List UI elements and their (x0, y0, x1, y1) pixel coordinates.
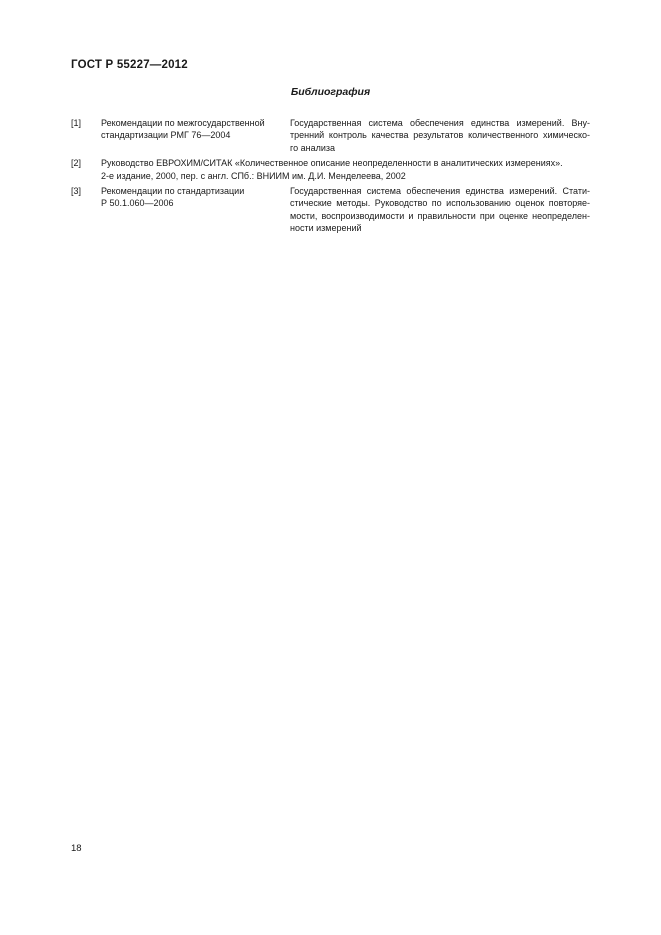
entry-line: стандартизации РМГ 76—2004 (101, 130, 231, 141)
entry-reference-title (101, 117, 290, 142)
entry-line: ности измерений (290, 223, 362, 234)
entry-marker: [3] (71, 186, 82, 197)
entry-line: мости, воспроизводимости и правильности при оценке неопределен- (290, 210, 590, 221)
entry-line: Р 50.1.060—2006 (101, 198, 174, 209)
page-number: 18 (71, 843, 82, 854)
page-title: Библиография (290, 86, 371, 98)
bibliography-list (71, 117, 590, 238)
entry-reference-title (101, 185, 290, 210)
entry-line: 2-е издание, 2000, пер. с англ. СПб.: ВНИИМ им. Д.И. Менделеева, 2002 (101, 170, 406, 181)
bibliography-entry (71, 185, 590, 235)
entry-reference-description (290, 185, 590, 235)
bibliography-entry (71, 157, 590, 182)
entry-reference-description (71, 157, 590, 182)
entry-marker: [2] (71, 158, 82, 169)
entry-line: Руководство ЕВРОХИМ/СИТАК «Количественное описание неопределенности в аналитических измерениях». (101, 158, 563, 169)
entry-line: Государственная система обеспечения единства измерений. Стати- (290, 186, 590, 197)
entry-line: Рекомендации по межгосударственной (101, 118, 265, 128)
entry-columns (71, 117, 590, 154)
bibliography-entry (71, 117, 590, 154)
entry-marker: [1] (71, 118, 82, 128)
entry-line: тренний контроль качества результатов количественного химическо- (290, 130, 590, 141)
entry-line: Государственная система обеспечения единства измерений. Вну- (290, 118, 590, 128)
entry-columns (71, 185, 590, 235)
entry-line: го анализа (290, 142, 335, 153)
entry-line: Рекомендации по стандартизации (101, 186, 245, 197)
entry-line: стические методы. Руководство по использованию оценок повторяе- (290, 198, 590, 209)
entry-reference-description (290, 117, 590, 154)
running-header: ГОСТ Р 55227—2012 (71, 59, 188, 71)
